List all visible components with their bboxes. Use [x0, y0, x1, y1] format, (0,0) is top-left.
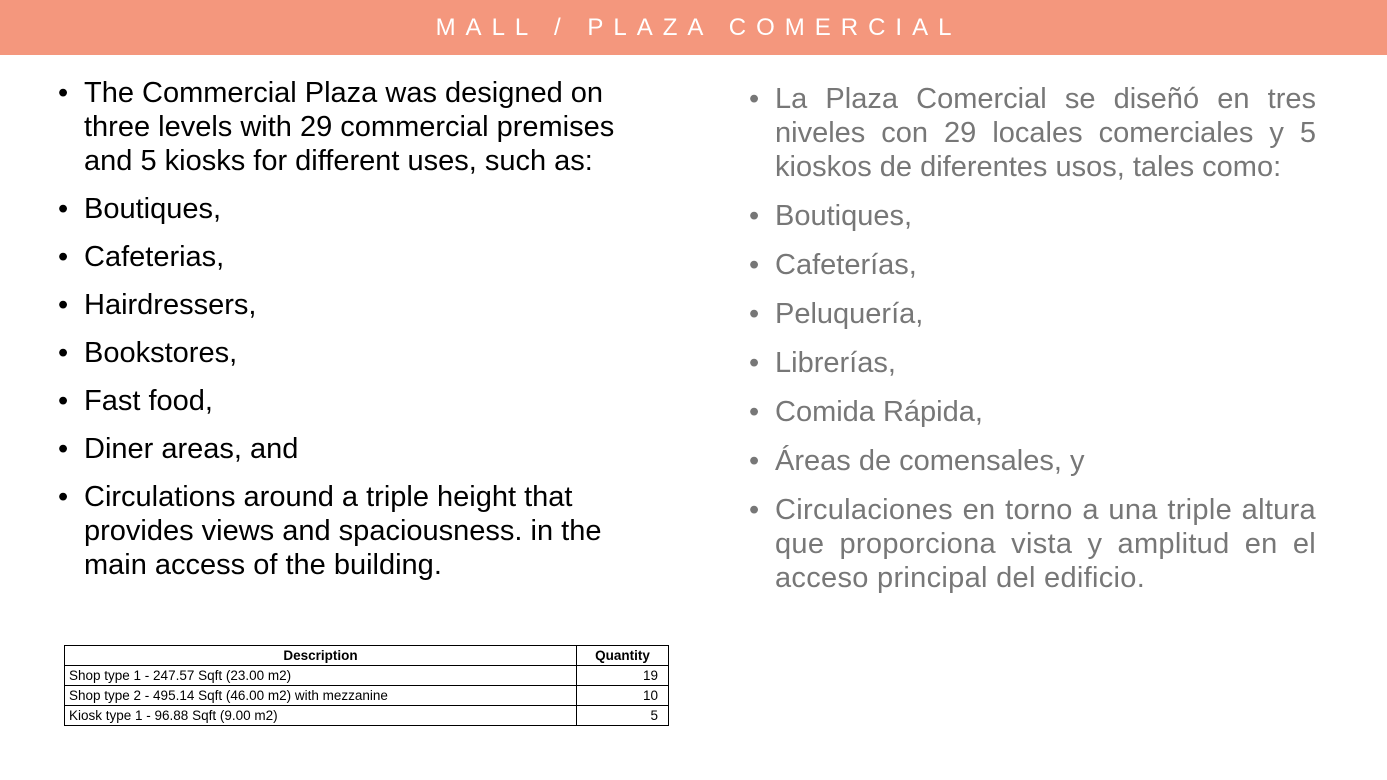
spanish-item-comida-rapida: • Comida Rápida,	[747, 395, 1316, 429]
column-header-quantity: Quantity	[577, 646, 669, 666]
row-quantity: 5	[577, 706, 669, 726]
page-title: MALL / PLAZA COMERCIAL	[435, 13, 962, 41]
spanish-item-intro: • La Plaza Comercial se diseñó en tres niveles con 29 locales comerciales y 5 kioskos de diferentes usos, tales como:	[747, 82, 1316, 184]
english-item-circulations: • Circulations around a triple height that provides views and spaciousness. in the main access of the building.	[56, 480, 636, 582]
row-quantity: 19	[577, 666, 669, 686]
english-item-hairdressers: • Hairdressers,	[56, 288, 636, 322]
spanish-item-peluqueria: • Peluquería,	[747, 297, 1316, 331]
english-item-cafeterias: • Cafeterias,	[56, 240, 636, 274]
english-section	[56, 76, 636, 596]
row-quantity: 10	[577, 686, 669, 706]
table-row	[65, 666, 669, 686]
spanish-item-boutiques: • Boutiques,	[747, 199, 1316, 233]
english-item-intro: • The Commercial Plaza was designed on three levels with 29 commercial premises and 5 kiosks for different uses, such as:	[56, 76, 636, 178]
table-header-row	[65, 646, 669, 666]
spanish-item-cafeterias: • Cafeterías,	[747, 248, 1316, 282]
english-item-fast-food: • Fast food,	[56, 384, 636, 418]
row-description: Shop type 2 - 495.14 Sqft (46.00 m2) with mezzanine	[65, 686, 577, 706]
table-row	[65, 706, 669, 726]
quantity-table	[64, 645, 669, 726]
spanish-item-circulaciones: • Circulaciones en torno a una triple altura que proporciona vista y amplitud en el acceso principal del edificio.	[747, 493, 1316, 595]
spanish-item-areas-comensales: • Áreas de comensales, y	[747, 444, 1316, 478]
english-item-bookstores: • Bookstores,	[56, 336, 636, 370]
column-header-description: Description	[65, 646, 577, 666]
spanish-section	[747, 82, 1316, 610]
row-description: Kiosk type 1 - 96.88 Sqft (9.00 m2)	[65, 706, 577, 726]
spanish-list	[747, 82, 1316, 595]
english-list	[56, 76, 636, 582]
english-item-boutiques: • Boutiques,	[56, 192, 636, 226]
table-row	[65, 686, 669, 706]
header-bar	[0, 0, 1387, 55]
english-item-diner-areas: • Diner areas, and	[56, 432, 636, 466]
spanish-item-librerias: • Librerías,	[747, 346, 1316, 380]
row-description: Shop type 1 - 247.57 Sqft (23.00 m2)	[65, 666, 577, 686]
